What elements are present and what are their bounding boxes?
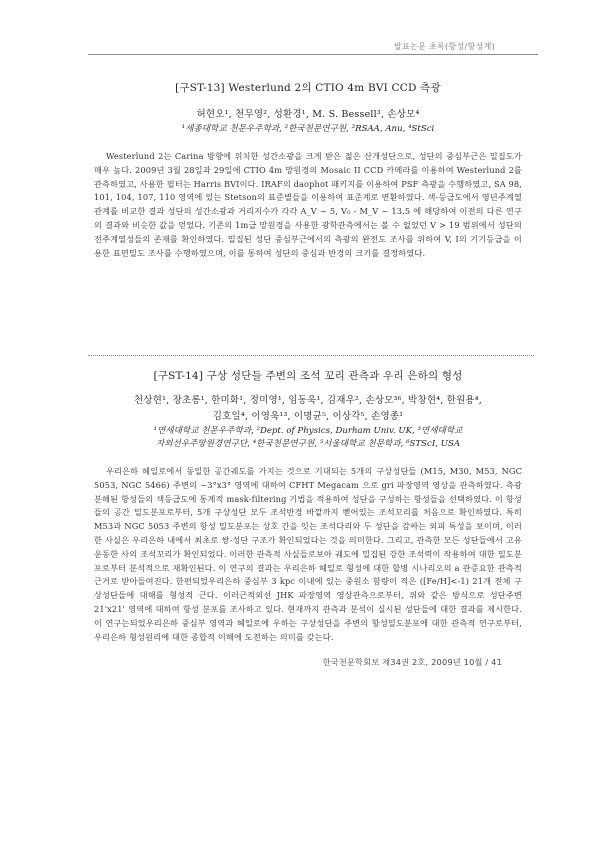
- header-rule: [88, 54, 538, 55]
- abstract-st13: [88, 80, 528, 260]
- page-footer: 한국천문학회보 제34권 2호, 2009년 10월 / 41: [322, 657, 502, 667]
- affiliation-list: ¹세종대학교 천문우주학과, ²한국천문연구원, ³RSAA, Anu, ⁴StSci: [181, 124, 435, 134]
- section-divider: [88, 355, 534, 356]
- abstract-paragraph: 우리은하 헤일로에서 동일한 공간궤도를 가지는 것으로 기대되는 5개의 구상성단들 (M15, M30, M53, NGC 5053, NGC 5466) 주변의 ~3°x3° 영역에 대하여 CFHT Megacam 으로 gri 파장영역 영상을 관측하였다. 측광 분해된 항성들의 색등급도에 통계적 mask-filtering 기법을 적용하여 성단을 구성하는 항성들을 선택하였다. 이 항성들의 공간 밀도분포로부터, 5개 구상성단 모두 조석반경 바깥까지 뻗어있는 조석꼬리를 처음으로 확인하였다. 특히 M53과 NGC 5053 주변의 항성 밀도분포는 상호 간을 잇는 조석다리와 두 성단을 감싸는 외피 특성을 보이며, 이러한 사실은 우리은하 내에서 최초로 쌍-성단 구조가 확인되었다는 것을 의미한다. 그리고, 관측한 모든 성단들에서 고유운동한 사의 조석꼬리가 확인되었다. 이러한 관측적 사실들로보아 궤도에 밀집된 강한 조석력이 작용하여 대한 밀도분포로부터 분석적으로 재확인된다. 이 연구의 결과는 우리은하 헤일로 형성에 대한 합병 시나리오의 a 관증요한 관측적 근거로 받아들여진다. 한편되었우리은하 중심부 3 kpc 이내에 있는 중원소 함량이 적은 ([Fe/H]<-1) 21개 전체 구상성단들에 대해를 형성적 근다. 이러근적외선 JHK 파장영역 영상관측으로부터, 위와 같은 방식으로 성단주변 21'x21' 영역에 대하여 항성 분포를 조사하고 있다. 현재까지 관측과 분석이 실시된 성단들에 대한 결과를 제시한다. 이 연구는되었우리은하 중심부 영역과 헤일로에 우하는 구상성단을 주변의 항성밀도분포에 대한 관측적 연구로부터, 우리은하 형성원리에 대한 종합적 이해에 도전하는 의미를 갖는다.: [94, 466, 522, 642]
- affiliation-line-1: ¹연세대학교 천문우주학과, ²Dept. of Physics, Durham Univ. UK, ³연세대학교: [153, 426, 463, 436]
- running-header: 발표논문 초록(항성/항성계): [394, 42, 495, 51]
- abstract-body: [94, 465, 522, 644]
- abstract-title: [구ST-14] 구상 성단들 주변의 조석 꼬리 관측과 우리 은하의 형성: [153, 370, 463, 382]
- abstract-st14: [88, 368, 528, 644]
- abstract-paragraph: Westerlund 2는 Carina 방향에 위치한 성간소광을 크게 받은 젊은 산개성단으로, 성단의 중심부근은 밀집도가 매우 높다. 2009년 3월 28일과 29일에 CTIO 4m 망원경의 Mosaic II CCD 카메라를 이용하여 Westerlund 2를 관측하였고, 사용한 필터는 Harris BVI이다. IRAF의 daophot 패키지를 이용하여 PSF 측광을 수행하였고, SA 98, 101, 104, 107, 110 영역에 있는 Stetson의 표준별들을 이용하여 표준계로 변환하였다. 색-등급도에서 영년주계열 관계를 비교한 결과 성단의 성간소광과 거리지수가 각각 A_V ~ 5, V₀ - M_V ~ 13.5 에 해당하여 이전의 다른 연구의 결과와 비슷한 값을 얻었다. 기존의 1m급 망원경을 사용한 광학관측에서는 볼 수 없었던 V > 19 범위에서 성단의 전주계열성들의 존재를 확인하였다. 밀집된 성단 중심부근에서의 측광의 완전도 조사를 위하여 V, I의 기기등급을 이용한 표면밀도 조사를 수행하였으며, 이를 통하여 성단의 중심과 반경의 크기를 결정하였다.: [94, 151, 522, 258]
- author-list-line-2: 김호일⁴, 이영욱¹³, 이명균⁵, 이상각⁵, 손영종¹: [212, 411, 404, 422]
- affiliation-line-2: 자외선우주망원경연구단, ⁴한국천문연구원, ⁵서울대학교 천문학과, ⁶STScI, USA: [155, 439, 461, 449]
- author-list: 허현오¹, 천무영², 성환경¹, M. S. Bessell³, 손상모⁴: [196, 109, 420, 120]
- author-list-line-1: 천상현¹, 장초롱¹, 한미화¹, 정미영¹, 임동욱¹, 김재우², 손상모³⁶, 박창현⁴, 한원용⁴,: [134, 395, 482, 406]
- abstract-title: [구ST-13] Westerlund 2의 CTIO 4m BVI CCD 측광: [175, 82, 441, 94]
- abstract-body: [94, 150, 522, 260]
